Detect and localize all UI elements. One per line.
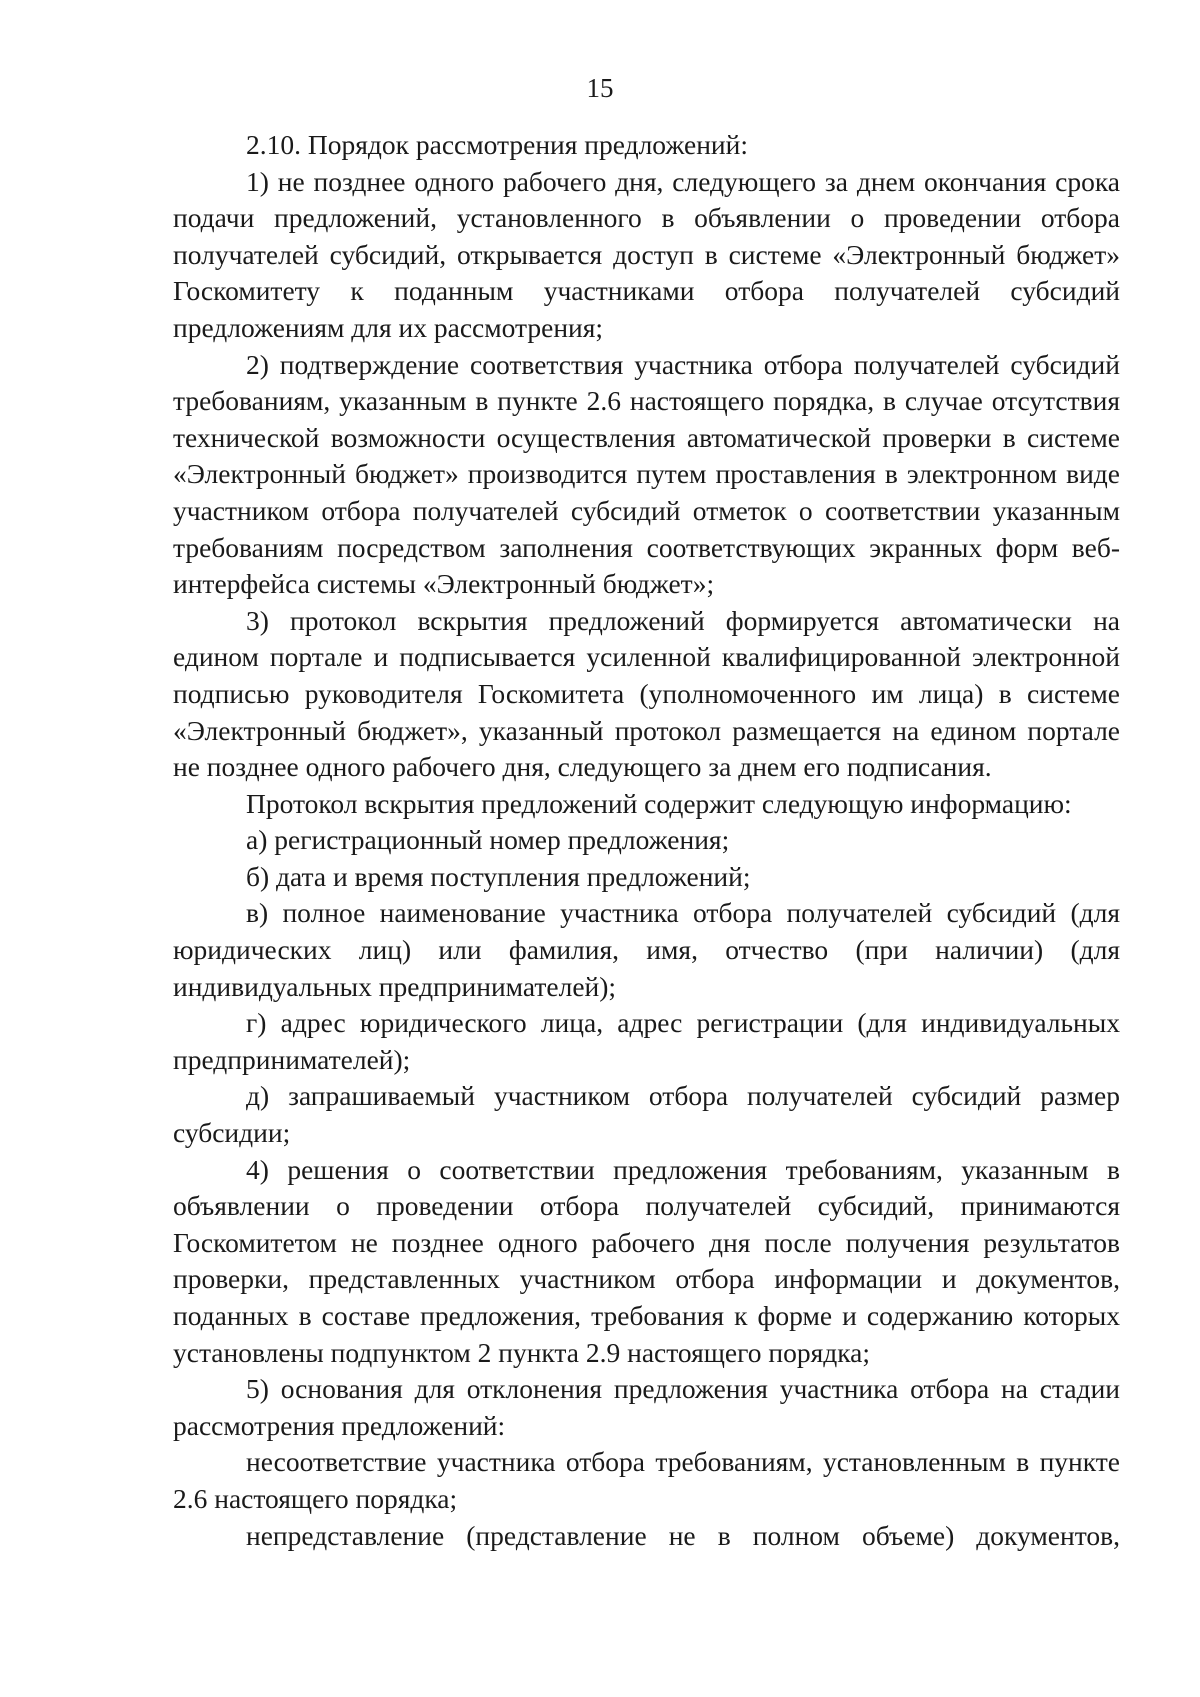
page-number: 15 bbox=[586, 73, 614, 103]
paragraph-item-3: 3) протокол вскрытия предложений формируется автоматически на едином портале и подписывается усиленной квалифицированной электронной подписью руководителя Госкомитета (уполномоченного им лица) в системе «Электронный бюджет», указанный протокол размещается на едином портале не позднее одного рабочего дня, следующего за днем его подписания. bbox=[173, 604, 1120, 783]
protocol-item-a: а) регистрационный номер предложения; bbox=[246, 824, 730, 856]
rejection-reason-2: непредставление (представление не в полном объеме) документов, bbox=[246, 1519, 1120, 1551]
document-body bbox=[173, 127, 1120, 1554]
protocol-item-v: в) полное наименование участника отбора получателей субсидий (для юридических лиц) или фамилия, имя, отчество (при наличии) (для индивидуальных предпринимателей); bbox=[173, 897, 1120, 1002]
protocol-item-d: д) запрашиваемый участником отбора получателей субсидий размер субсидии; bbox=[173, 1080, 1120, 1149]
rejection-reason-1: несоответствие участника отбора требованиям, установленным в пункте 2.6 настоящего порядка; bbox=[173, 1446, 1120, 1514]
paragraph-item-5: 5) основания для отклонения предложения участника отбора на стадии рассмотрения предложений: bbox=[173, 1373, 1120, 1441]
paragraph-item-4: 4) решения о соответствии предложения требованиям, указанным в объявлении о проведении отбора получателей субсидий, принимаются Госкомитетом не позднее одного рабочего дня после получения результатов проверки, представленных участником отбора информации и документов, поданных в составе предложения, требования к форме и содержанию которых установлены подпунктом 2 пункта 2.9 настоящего порядка; bbox=[173, 1153, 1120, 1368]
section-heading: 2.10. Порядок рассмотрения предложений: bbox=[246, 129, 749, 160]
paragraph-item-2: 2) подтверждение соответствия участника отбора получателей субсидий требованиям, указанным в пункте 2.6 настоящего порядка, в случае отсутствия технической возможности осуществления автоматической проверки в системе «Электронный бюджет» производится путем проставления в электронном виде участником отбора получателей субсидий отметок о соответствии указанным требованиям посредством заполнения соответствующих экранных форм веб-интерфейса системы «Электронный бюджет»; bbox=[173, 348, 1120, 600]
protocol-item-b: б) дата и время поступления предложений; bbox=[246, 860, 751, 892]
paragraph-item-1: 1) не позднее одного рабочего дня, следующего за днем окончания срока подачи предложений, установленного в объявлении о проведении отбора получателей субсидий, открывается доступ в системе «Электронный бюджет» Госкомитету к поданным участниками отбора получателей субсидий предложениям для их рассмотрения; bbox=[173, 165, 1120, 343]
protocol-intro: Протокол вскрытия предложений содержит следующую информацию: bbox=[246, 787, 1072, 819]
protocol-item-g: г) адрес юридического лица, адрес регистрации (для индивидуальных предпринимателей); bbox=[173, 1007, 1120, 1075]
